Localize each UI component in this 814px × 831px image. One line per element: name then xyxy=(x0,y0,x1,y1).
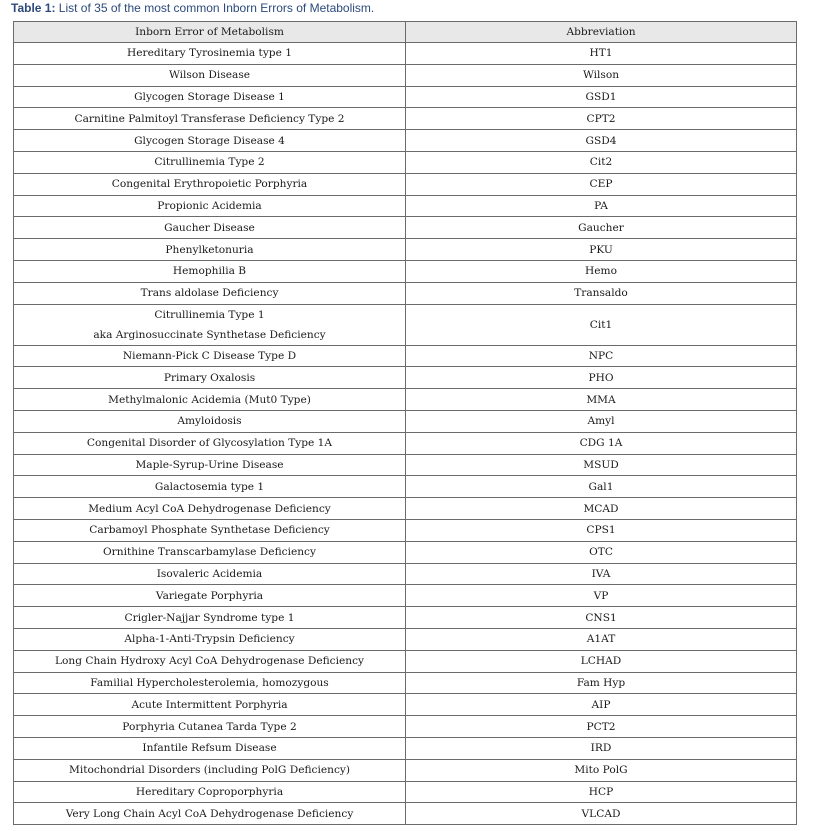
abbreviation-cell: VP xyxy=(406,585,797,607)
table-row xyxy=(14,43,797,65)
abbreviation-cell: CNS1 xyxy=(406,607,797,629)
table-row xyxy=(14,108,797,130)
table-row xyxy=(14,64,797,86)
disease-name-cell: Alpha-1-Anti-Trypsin Deficiency xyxy=(14,628,406,650)
disease-name-cell: Wilson Disease xyxy=(14,64,406,86)
disease-name-cell: Propionic Acidemia xyxy=(14,195,406,217)
abbreviation-cell: PA xyxy=(406,195,797,217)
abbreviation-cell: Fam Hyp xyxy=(406,672,797,694)
table-caption-text: List of 35 of the most common Inborn Errors of Metabolism. xyxy=(55,1,375,15)
table-caption xyxy=(11,1,374,15)
abbreviation-cell: CEP xyxy=(406,173,797,195)
abbreviation-cell: Gaucher xyxy=(406,217,797,239)
disease-name-cell: Glycogen Storage Disease 1 xyxy=(14,86,406,108)
abbreviation-cell: VLCAD xyxy=(406,803,797,825)
table-row xyxy=(14,239,797,261)
abbreviation-cell: IRD xyxy=(406,737,797,759)
table-row xyxy=(14,759,797,781)
abbreviation-cell: Transaldo xyxy=(406,282,797,304)
disease-name-cell: Mitochondrial Disorders (including PolG Deficiency) xyxy=(14,759,406,781)
table-row xyxy=(14,737,797,759)
table-row xyxy=(14,519,797,541)
disease-name-cell: Congenital Disorder of Glycosylation Type 1A xyxy=(14,432,406,454)
abbreviation-cell: Amyl xyxy=(406,410,797,432)
disease-name-cell: Long Chain Hydroxy Acyl CoA Dehydrogenase Deficiency xyxy=(14,650,406,672)
abbreviation-cell: Hemo xyxy=(406,260,797,282)
disease-name-cell: Glycogen Storage Disease 4 xyxy=(14,130,406,152)
table-row xyxy=(14,130,797,152)
disease-name-cell: Isovaleric Acidemia xyxy=(14,563,406,585)
table-row xyxy=(14,585,797,607)
disease-name-cell: Primary Oxalosis xyxy=(14,367,406,389)
disease-alias-line: aka Arginosuccinate Synthetase Deficiency xyxy=(93,328,326,341)
abbreviation-cell: PKU xyxy=(406,239,797,261)
abbreviation-cell: GSD1 xyxy=(406,86,797,108)
table-row xyxy=(14,498,797,520)
disease-name-cell xyxy=(14,304,406,345)
disease-name-cell: Amyloidosis xyxy=(14,410,406,432)
table-row xyxy=(14,716,797,738)
table-row xyxy=(14,260,797,282)
disease-name-cell: Hereditary Tyrosinemia type 1 xyxy=(14,43,406,65)
abbreviation-cell: NPC xyxy=(406,345,797,367)
disease-name-cell: Crigler-Najjar Syndrome type 1 xyxy=(14,607,406,629)
table-row xyxy=(14,151,797,173)
disease-name-cell: Citrullinemia Type 2 xyxy=(14,151,406,173)
table-row xyxy=(14,476,797,498)
abbreviation-cell: Gal1 xyxy=(406,476,797,498)
disease-name-cell: Very Long Chain Acyl CoA Dehydrogenase Deficiency xyxy=(14,803,406,825)
column-header-abbreviation: Abbreviation xyxy=(406,22,797,43)
disease-name-cell: Hereditary Coproporphyria xyxy=(14,781,406,803)
abbreviation-cell: AIP xyxy=(406,694,797,716)
table-row xyxy=(14,282,797,304)
column-header-disease: Inborn Error of Metabolism xyxy=(14,22,406,43)
disease-name-cell: Porphyria Cutanea Tarda Type 2 xyxy=(14,716,406,738)
abbreviation-cell: Cit1 xyxy=(406,304,797,345)
abbreviation-cell: HT1 xyxy=(406,43,797,65)
table-row xyxy=(14,410,797,432)
table-row xyxy=(14,803,797,825)
abbreviation-cell: A1AT xyxy=(406,628,797,650)
abbreviation-cell: IVA xyxy=(406,563,797,585)
disease-name-cell: Galactosemia type 1 xyxy=(14,476,406,498)
disease-name-line: Citrullinemia Type 1 xyxy=(154,308,265,321)
disease-name-cell: Infantile Refsum Disease xyxy=(14,737,406,759)
table-row xyxy=(14,389,797,411)
disease-name-cell: Phenylketonuria xyxy=(14,239,406,261)
abbreviation-cell: Wilson xyxy=(406,64,797,86)
table-row xyxy=(14,367,797,389)
table-row xyxy=(14,173,797,195)
disease-name-cell: Niemann-Pick C Disease Type D xyxy=(14,345,406,367)
disease-name-cell: Gaucher Disease xyxy=(14,217,406,239)
disease-name-cell: Trans aldolase Deficiency xyxy=(14,282,406,304)
table-row xyxy=(14,454,797,476)
abbreviation-cell: PHO xyxy=(406,367,797,389)
abbreviation-cell: MSUD xyxy=(406,454,797,476)
table-row xyxy=(14,563,797,585)
table-row xyxy=(14,86,797,108)
abbreviation-cell: Cit2 xyxy=(406,151,797,173)
disease-name-cell: Congenital Erythropoietic Porphyria xyxy=(14,173,406,195)
table-row xyxy=(14,672,797,694)
disease-name-cell: Variegate Porphyria xyxy=(14,585,406,607)
metabolism-table xyxy=(13,21,797,825)
abbreviation-cell: OTC xyxy=(406,541,797,563)
table-row xyxy=(14,217,797,239)
disease-name-cell: Ornithine Transcarbamylase Deficiency xyxy=(14,541,406,563)
abbreviation-cell: MMA xyxy=(406,389,797,411)
disease-name-cell: Methylmalonic Acidemia (Mut0 Type) xyxy=(14,389,406,411)
disease-name-cell: Familial Hypercholesterolemia, homozygous xyxy=(14,672,406,694)
table-row xyxy=(14,650,797,672)
disease-name-cell: Medium Acyl CoA Dehydrogenase Deficiency xyxy=(14,498,406,520)
table-row xyxy=(14,195,797,217)
disease-name-cell: Maple-Syrup-Urine Disease xyxy=(14,454,406,476)
abbreviation-cell: CDG 1A xyxy=(406,432,797,454)
table-row xyxy=(14,694,797,716)
abbreviation-cell: LCHAD xyxy=(406,650,797,672)
table-body xyxy=(14,43,797,825)
abbreviation-cell: CPS1 xyxy=(406,519,797,541)
table-row xyxy=(14,607,797,629)
abbreviation-cell: CPT2 xyxy=(406,108,797,130)
table-row xyxy=(14,432,797,454)
abbreviation-cell: HCP xyxy=(406,781,797,803)
abbreviation-cell: Mito PolG xyxy=(406,759,797,781)
table-row xyxy=(14,628,797,650)
abbreviation-cell: GSD4 xyxy=(406,130,797,152)
abbreviation-cell: PCT2 xyxy=(406,716,797,738)
table-row xyxy=(14,304,797,345)
table-header-row xyxy=(14,22,797,43)
disease-name-cell: Hemophilia B xyxy=(14,260,406,282)
table-row xyxy=(14,781,797,803)
disease-name-cell: Carnitine Palmitoyl Transferase Deficiency Type 2 xyxy=(14,108,406,130)
disease-name-cell: Acute Intermittent Porphyria xyxy=(14,694,406,716)
table-row xyxy=(14,541,797,563)
abbreviation-cell: MCAD xyxy=(406,498,797,520)
disease-name-cell: Carbamoyl Phosphate Synthetase Deficiency xyxy=(14,519,406,541)
table-caption-label: Table 1: xyxy=(11,1,56,15)
table-row xyxy=(14,345,797,367)
